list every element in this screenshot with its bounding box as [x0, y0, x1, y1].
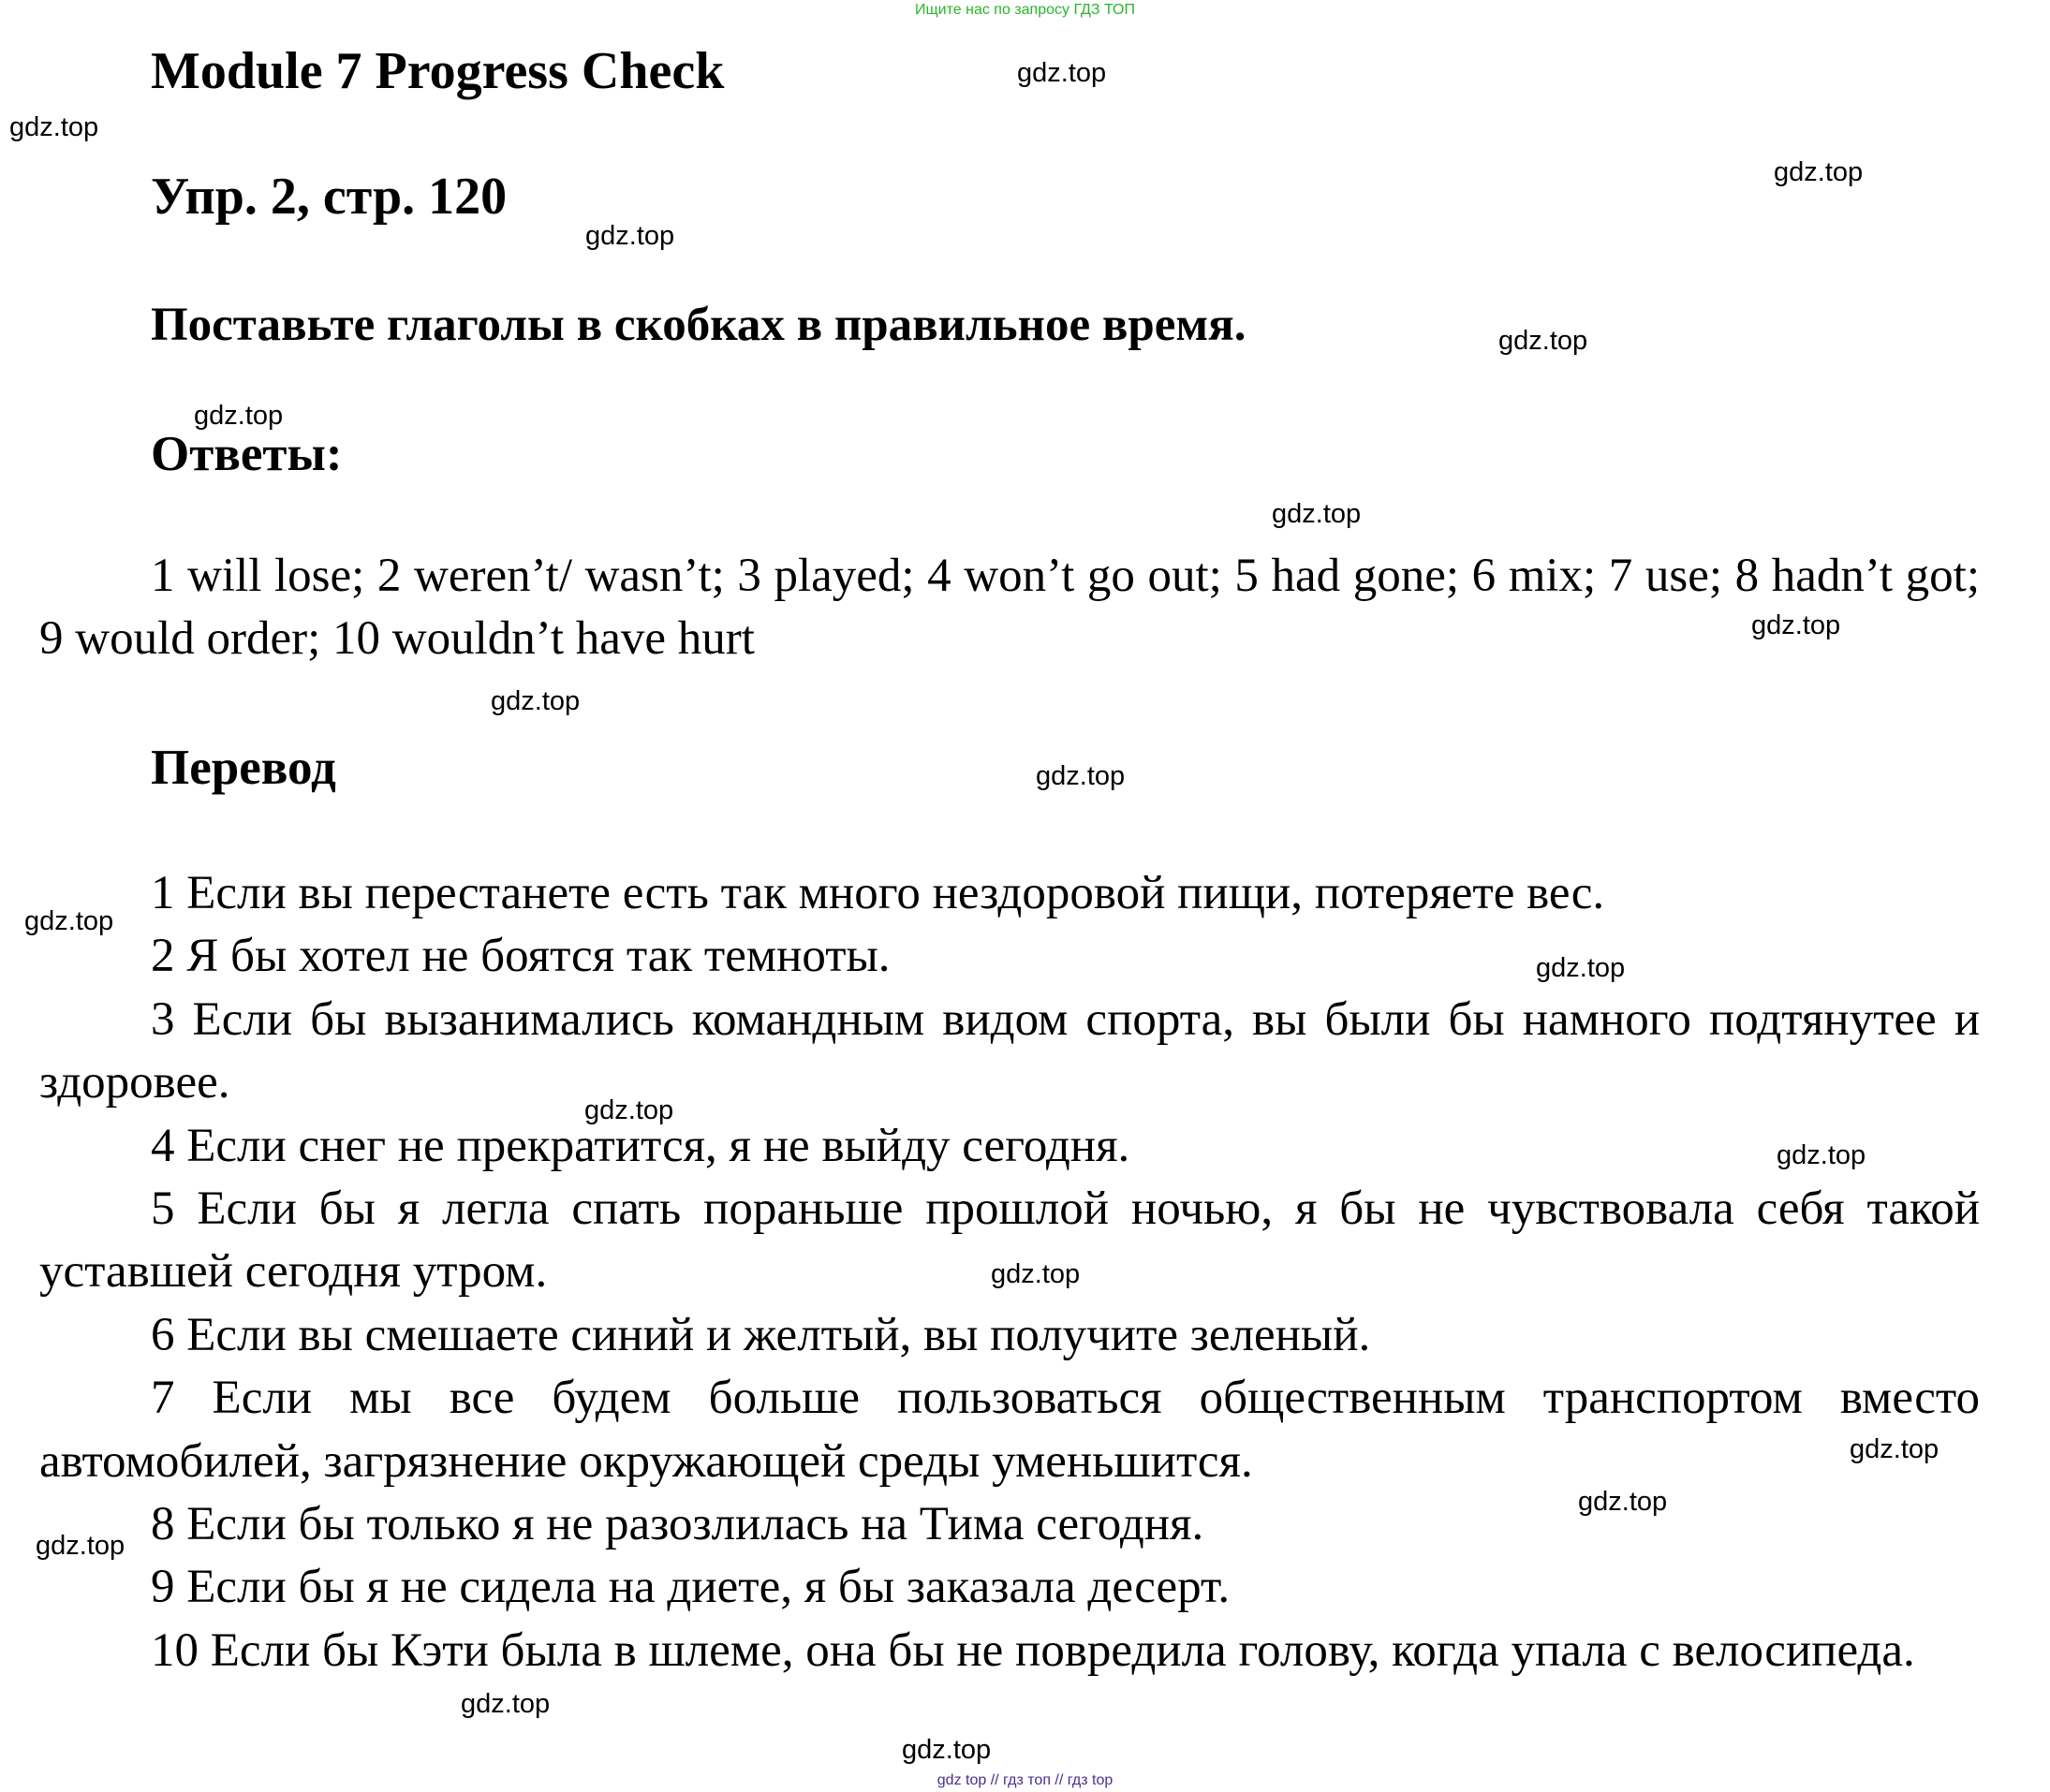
- watermark: gdz.top: [36, 1531, 125, 1561]
- translation-line-7: 7 Если мы все будем больше пользоваться общественным транспортом вместо автомобилей, загрязнение окружающей среды уменьшится.: [39, 1372, 1980, 1488]
- exercise-reference: Упр. 2, стр. 120: [151, 168, 508, 226]
- watermark: gdz.top: [24, 906, 114, 936]
- watermark: gdz.top: [1578, 1487, 1668, 1517]
- answers-heading: Ответы:: [151, 427, 343, 481]
- module-title: Module 7 Progress Check: [151, 42, 725, 100]
- watermark: gdz.top: [491, 686, 581, 716]
- watermark: gdz.top: [902, 1735, 992, 1765]
- footer-links: gdz top // гдз топ // гдз top: [937, 1772, 1113, 1788]
- watermark: gdz.top: [1036, 761, 1126, 791]
- translation-line-3: 3 Если бы вызанимались командным видом спорта, вы были бы намного подтянутее и здоровее.: [39, 992, 1980, 1109]
- translation-line-1: 1 Если вы перестанете есть так много нездоровой пищи, потеряете вес.: [151, 867, 1605, 919]
- translation-line-10: 10 Если бы Кэти была в шлеме, она бы не повредила голову, когда упала с велосипеда.: [151, 1623, 1915, 1677]
- watermark: gdz.top: [1777, 1140, 1866, 1170]
- watermark: gdz.top: [9, 112, 99, 142]
- watermark: gdz.top: [991, 1259, 1081, 1289]
- watermark: gdz.top: [1774, 157, 1864, 187]
- watermark: gdz.top: [585, 221, 675, 251]
- translation-line-9: 9 Если бы я не сидела на диете, я бы заказала десерт.: [151, 1561, 1231, 1614]
- answers-text: 1 will lose; 2 weren’t/ wasn’t; 3 played; 4 won’t go out; 5 had gone; 6 mix; 7 use; 8 hadn’t got; 9 would order; 10 wouldn’t have hurt: [39, 550, 1980, 665]
- watermark: gdz.top: [461, 1689, 551, 1719]
- watermark: gdz.top: [1536, 953, 1626, 983]
- watermark: gdz.top: [1751, 610, 1841, 640]
- translation-line-8: 8 Если бы только я не разозлилась на Тима сегодня.: [151, 1498, 1204, 1551]
- task-instruction: Поставьте глаголы в скобках в правильное время.: [151, 299, 1246, 351]
- watermark: gdz.top: [1017, 58, 1107, 88]
- translation-line-5: 5 Если бы я легла спать пораньше прошлой ночью, я бы не чувствовала себя такой уставшей сегодня утром.: [39, 1182, 1980, 1299]
- watermark: gdz.top: [1498, 326, 1588, 356]
- watermark: gdz.top: [194, 401, 284, 431]
- search-hint-banner: Ищите нас по запросу ГДЗ ТОП: [915, 2, 1135, 18]
- watermark: gdz.top: [1850, 1434, 1939, 1464]
- watermark: gdz.top: [1272, 499, 1362, 529]
- translation-line-4: 4 Если снег не прекратится, я не выйду сегодня.: [151, 1119, 1130, 1172]
- translation-heading: Перевод: [151, 741, 336, 795]
- translation-line-6: 6 Если вы смешаете синий и желтый, вы получите зеленый.: [151, 1308, 1371, 1361]
- translation-line-2: 2 Я бы хотел не боятся так темноты.: [151, 930, 891, 983]
- watermark: gdz.top: [584, 1095, 674, 1125]
